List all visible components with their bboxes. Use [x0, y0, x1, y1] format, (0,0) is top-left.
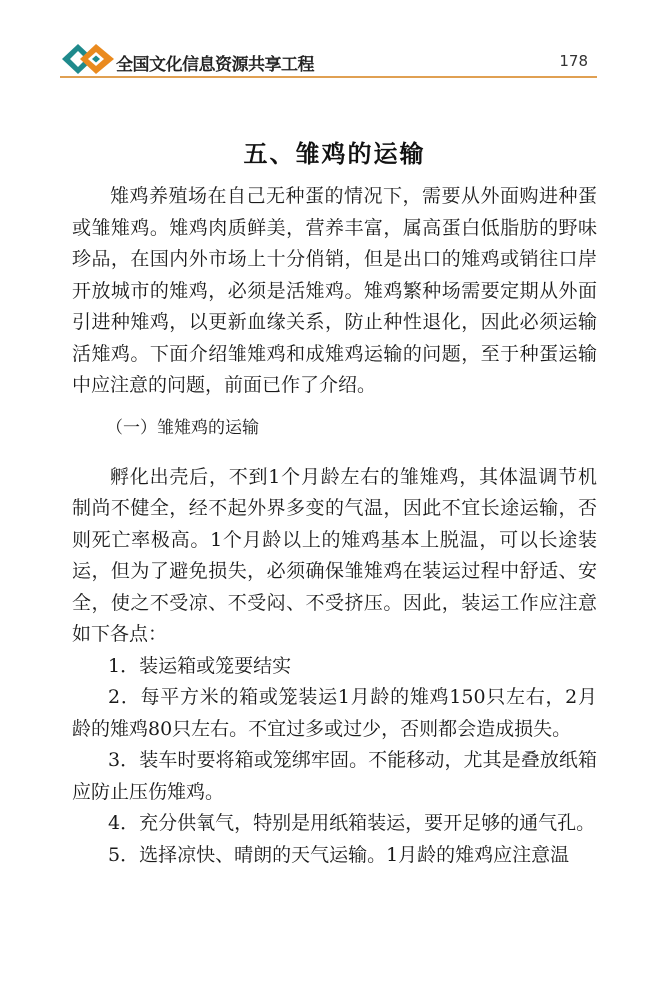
page-header: [0, 0, 646, 82]
list-item: 3．装车时要将箱或笼绑牢固。不能移动，尤其是叠放纸箱应防止压伤雉鸡。: [72, 749, 597, 803]
list-item: 4．充分供氧气，特别是用纸箱装运，要开足够的通气孔。: [108, 812, 596, 834]
page-number: 178: [559, 52, 588, 70]
header-divider: [60, 76, 597, 78]
intro-paragraph: 雉鸡养殖场在自己无种蛋的情况下，需要从外面购进种蛋或雏雉鸡。雉鸡肉质鲜美，营养丰富，属高蛋白低脂肪的野味珍品，在国内外市场上十分俏销，但是出口的雉鸡或销往口岸开放城市的雉鸡，必须是活雉鸡。雉鸡繁种场需要定期从外面引进种雉鸡，以更新血缘关系，防止种性退化，因此必须运输活雉鸡。下面介绍雏雉鸡和成雉鸡运输的问题，至于种蛋运输中应注意的问题，前面已作了介绍。: [72, 185, 597, 396]
main-content: [72, 134, 597, 871]
list-item: 5．选择凉快、晴朗的天气运输。1月龄的雉鸡应注意温: [108, 843, 570, 866]
logo-icon: [60, 42, 116, 76]
list-item: 2．每平方米的箱或笼装运1月龄的雉鸡150只左右，2月龄的雉鸡80只左右。不宜过多或过少，否则都会造成损失。: [72, 686, 597, 740]
subsection-paragraph: 孵化出壳后，不到1个月龄左右的雏雉鸡，其体温调节机制尚不健全，经不起外界多变的气温，因此不宜长途运输，否则死亡率极高。1个月龄以上的雉鸡基本上脱温，可以长途装运，但为了避免损失，必须确保雏雉鸡在装运过程中舒适、安全，使之不受凉、不受闷、不受挤压。因此，装运工作应注意如下各点：: [72, 465, 597, 645]
subsection-heading: （一）雏雉鸡的运输: [106, 417, 259, 438]
header-title: 全国文化信息资源共享工程: [116, 55, 314, 75]
list-item: 1．装运箱或笼要结实: [108, 654, 292, 677]
section-title: 五、雏鸡的运输: [243, 139, 426, 168]
